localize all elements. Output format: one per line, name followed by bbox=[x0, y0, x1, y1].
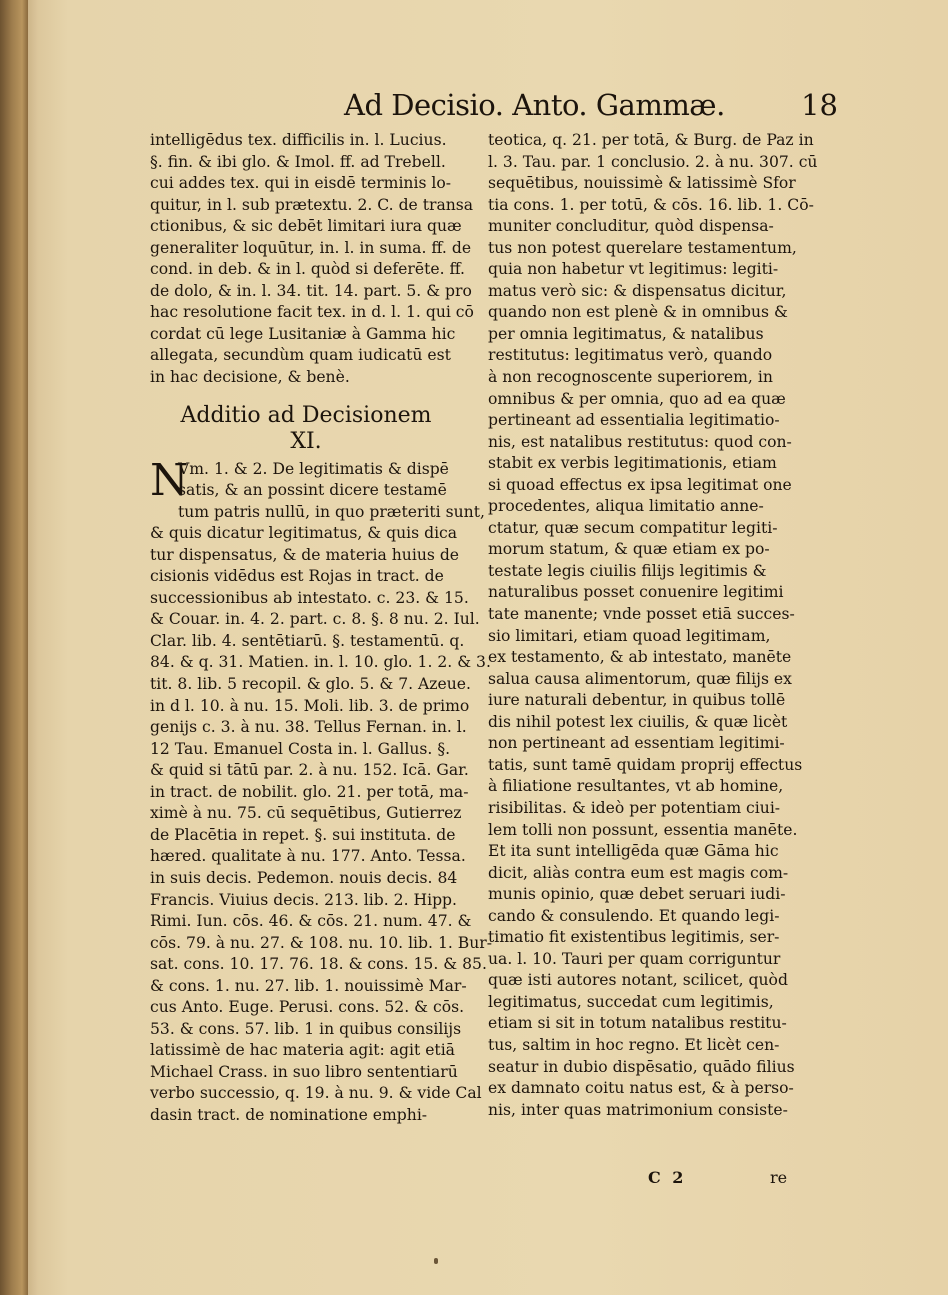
text-line: dasin tract. de nominatione emphi- bbox=[150, 1105, 428, 1124]
text-line: teotica, q. 21. per totā, & Burg. de Paz in bbox=[488, 131, 814, 149]
text-line: quia non habetur vt legitimus: legiti- bbox=[488, 260, 779, 279]
text-line: pertineant ad essentialia legitimatio- bbox=[488, 411, 780, 430]
text-line: cōs. 79. à nu. 27. & 108. nu. 10. lib. 1. Bur- bbox=[150, 933, 493, 952]
text-line: non pertineant ad essentiam legitimi- bbox=[488, 734, 785, 753]
text-line: sequētibus, nouissimè & latissimè Sfor bbox=[488, 174, 796, 193]
text-line: cond. in deb. & in l. quòd si deferēte. ff. bbox=[150, 260, 465, 279]
text-line: salua causa alimentorum, quæ filijs ex bbox=[488, 669, 792, 688]
text-line: Vm. 1. & 2. De legitimatis & dispē bbox=[178, 459, 449, 478]
text-line: Clar. lib. 4. sentētiarū. §. testamentū. q. bbox=[150, 631, 465, 650]
text-line: satis, & an possint dicere testamē bbox=[178, 481, 447, 500]
text-line: etiam si sit in totum natalibus restitu- bbox=[488, 1014, 787, 1033]
text-line: & cons. 1. nu. 27. lib. 1. nouissimè Mar- bbox=[150, 976, 467, 995]
text-line: Francis. Viuius decis. 213. lib. 2. Hipp. bbox=[150, 890, 457, 909]
text-line: & Couar. in. 4. 2. part. c. 8. §. 8 nu. 2. Iul. bbox=[150, 610, 480, 629]
heading-line-2: XI. bbox=[290, 428, 322, 454]
running-title: Ad Decisio. Anto. Gammæ. bbox=[344, 88, 725, 122]
text-line: à filiatione resultantes, vt ab homine, bbox=[488, 777, 784, 796]
text-line: restitutus: legitimatus verò, quando bbox=[488, 346, 773, 365]
text-line: iure naturali debentur, in quibus tollē bbox=[488, 691, 786, 710]
text-line: sat. cons. 10. 17. 76. 18. & cons. 15. & 85. bbox=[150, 955, 487, 974]
text-line: tate manente; vnde posset etiā succes- bbox=[488, 605, 795, 624]
text-line: per omnia legitimatus, & natalibus bbox=[488, 324, 764, 343]
text-line: si quoad effectus ex ipsa legitimat one bbox=[488, 475, 792, 494]
text-line: Rimi. Iun. cōs. 46. & cōs. 21. num. 47. & bbox=[150, 912, 472, 931]
text-line: omnibus & per omnia, quo ad ea quæ bbox=[488, 389, 786, 408]
text-line: ctatur, quæ secum compatitur legiti- bbox=[488, 518, 778, 537]
text-line: ua. l. 10. Tauri per quam corriguntur bbox=[488, 949, 781, 968]
text-line: intelligēdus tex. difficilis in. l. Lucius. bbox=[150, 131, 447, 149]
section-heading bbox=[150, 389, 462, 459]
text-line: tus non potest querelare testamentum, bbox=[488, 238, 797, 257]
page-header bbox=[318, 88, 838, 128]
heading-line-1: Additio ad Decisionem bbox=[180, 402, 432, 428]
text-line: cisionis vidēdus est Rojas in tract. de bbox=[150, 567, 444, 586]
drop-cap-letter: N bbox=[150, 454, 189, 506]
text-line: testate legis ciuilis filijs legitimis & bbox=[488, 561, 767, 580]
signature-mark: C 2 bbox=[648, 1168, 687, 1187]
text-line: in suis decis. Pedemon. nouis decis. 84 bbox=[150, 868, 458, 887]
page-number: 18 bbox=[801, 88, 838, 122]
text-line: l. 3. Tau. par. 1 conclusio. 2. à nu. 307. cū bbox=[488, 152, 818, 171]
text-line: in d l. 10. à nu. 15. Moli. lib. 3. de primo bbox=[150, 696, 470, 715]
text-line: risibilitas. & ideò per potentiam ciui- bbox=[488, 798, 781, 817]
text-line: verbo successio, q. 19. à nu. 9. & vide Cal bbox=[150, 1084, 482, 1103]
text-line: Michael Crass. in suo libro sententiarū bbox=[150, 1062, 458, 1081]
text-line: Et ita sunt intelligēda quæ Gāma hic bbox=[488, 842, 779, 861]
text-line: ctionibus, & sic debēt limitari iura quæ bbox=[150, 217, 462, 236]
text-line: in hac decisione, & benè. bbox=[150, 368, 350, 387]
text-line: allegata, secundùm quam iudicatū est bbox=[150, 346, 451, 365]
text-line: seatur in dubio dispēsatio, quādo filius bbox=[488, 1057, 795, 1076]
catchword: re bbox=[770, 1168, 788, 1187]
text-line: 12 Tau. Emanuel Costa in. l. Gallus. §. bbox=[150, 739, 451, 758]
text-line: ex testamento, & ab intestato, manēte bbox=[488, 648, 792, 667]
text-line: dicit, aliàs contra eum est magis com- bbox=[488, 863, 789, 882]
text-line: §. fin. & ibi glo. & Imol. ff. ad Trebell. bbox=[150, 152, 446, 171]
text-line: successionibus ab intestato. c. 23. & 15. bbox=[150, 588, 469, 607]
text-line: generaliter loquūtur, in. l. in suma. ff. de bbox=[150, 238, 472, 257]
text-line: lem tolli non possunt, essentia manēte. bbox=[488, 820, 798, 839]
text-line: tum patris nullū, in quo præteriti sunt, bbox=[178, 502, 485, 521]
text-line: & quid si tātū par. 2. à nu. 152. Icā. Gar. bbox=[150, 761, 469, 780]
text-line: hac resolutione facit tex. in d. l. 1. qui cō bbox=[150, 303, 474, 322]
text-line: 53. & cons. 57. lib. 1 in quibus consilijs bbox=[150, 1019, 462, 1038]
text-line: cando & consulendo. Et quando legi- bbox=[488, 906, 780, 925]
text-line: muniter concluditur, quòd dispensa- bbox=[488, 217, 774, 236]
text-line: nis, inter quas matrimonium consiste- bbox=[488, 1100, 788, 1119]
right-column bbox=[488, 130, 818, 1121]
text-line: genijs c. 3. à nu. 38. Tellus Fernan. in. l. bbox=[150, 718, 467, 737]
text-line: sio limitari, etiam quoad legitimam, bbox=[488, 626, 771, 645]
text-line: tur dispensatus, & de materia huius de bbox=[150, 545, 460, 564]
text-line: cui addes tex. qui in eisdē terminis lo- bbox=[150, 174, 452, 193]
text-line: morum statum, & quæ etiam ex po- bbox=[488, 540, 770, 559]
text-line: & quis dicatur legitimatus, & quis dica bbox=[150, 524, 458, 543]
text-line: timatio fit existentibus legitimis, ser- bbox=[488, 928, 780, 947]
text-line: 84. & q. 31. Matien. in. l. 10. glo. 1. 2. & 3. bbox=[150, 653, 491, 672]
drop-cap-lines bbox=[150, 454, 485, 524]
text-line: legitimatus, succedat cum legitimis, bbox=[488, 992, 774, 1011]
text-line: cordat cū lege Lusitaniæ à Gamma hic bbox=[150, 324, 456, 343]
text-line: de Placētia in repet. §. sui instituta. de bbox=[150, 825, 456, 844]
text-line: tatis, sunt tamē quidam proprij effectus bbox=[488, 755, 803, 774]
text-line: à non recognoscente superiorem, in bbox=[488, 368, 773, 387]
left-column bbox=[150, 130, 493, 1127]
text-line: ximè à nu. 75. cū sequētibus, Gutierrez bbox=[150, 804, 462, 823]
drop-cap-paragraph bbox=[150, 454, 485, 524]
text-line: munis opinio, quæ debet seruari iudi- bbox=[488, 885, 786, 904]
text-line: in tract. de nobilit. glo. 21. per totā, ma- bbox=[150, 782, 469, 801]
text-line: ex damnato coitu natus est, & à perso- bbox=[488, 1079, 794, 1098]
text-line: latissimè de hac materia agit: agit etiā bbox=[150, 1041, 455, 1060]
text-line: naturalibus posset conuenire legitimi bbox=[488, 583, 784, 602]
text-line: nis, est natalibus restitutus: quod con- bbox=[488, 432, 792, 451]
text-line: hæred. qualitate à nu. 177. Anto. Tessa. bbox=[150, 847, 466, 866]
text-line: tit. 8. lib. 5 recopil. & glo. 5. & 7. Azeue. bbox=[150, 675, 471, 694]
left-column-body-text bbox=[150, 523, 493, 1126]
text-line: tus, saltim in hoc regno. Et licèt cen- bbox=[488, 1035, 780, 1054]
text-line: cus Anto. Euge. Perusi. cons. 52. & cōs. bbox=[150, 998, 465, 1017]
text-line: procedentes, aliqua limitatio anne- bbox=[488, 497, 764, 516]
text-line: de dolo, & in. l. 34. tit. 14. part. 5. & pro bbox=[150, 281, 472, 300]
text-line: quitur, in l. sub prætextu. 2. C. de transa bbox=[150, 195, 474, 214]
left-column-top-text bbox=[150, 130, 474, 389]
text-line: dis nihil potest lex ciuilis, & quæ licèt bbox=[488, 712, 788, 731]
paper-speck bbox=[434, 1258, 438, 1264]
text-line: quando non est plenè & in omnibus & bbox=[488, 303, 788, 322]
text-line: quæ isti autores notant, scilicet, quòd bbox=[488, 971, 788, 990]
text-line: tia cons. 1. per totū, & cōs. 16. lib. 1. Cō- bbox=[488, 195, 814, 214]
text-line: matus verò sic: & dispensatus dicitur, bbox=[488, 281, 787, 300]
right-column-text bbox=[488, 130, 818, 1121]
book-spine bbox=[0, 0, 28, 1295]
text-line: stabit ex verbis legitimationis, etiam bbox=[488, 454, 777, 473]
